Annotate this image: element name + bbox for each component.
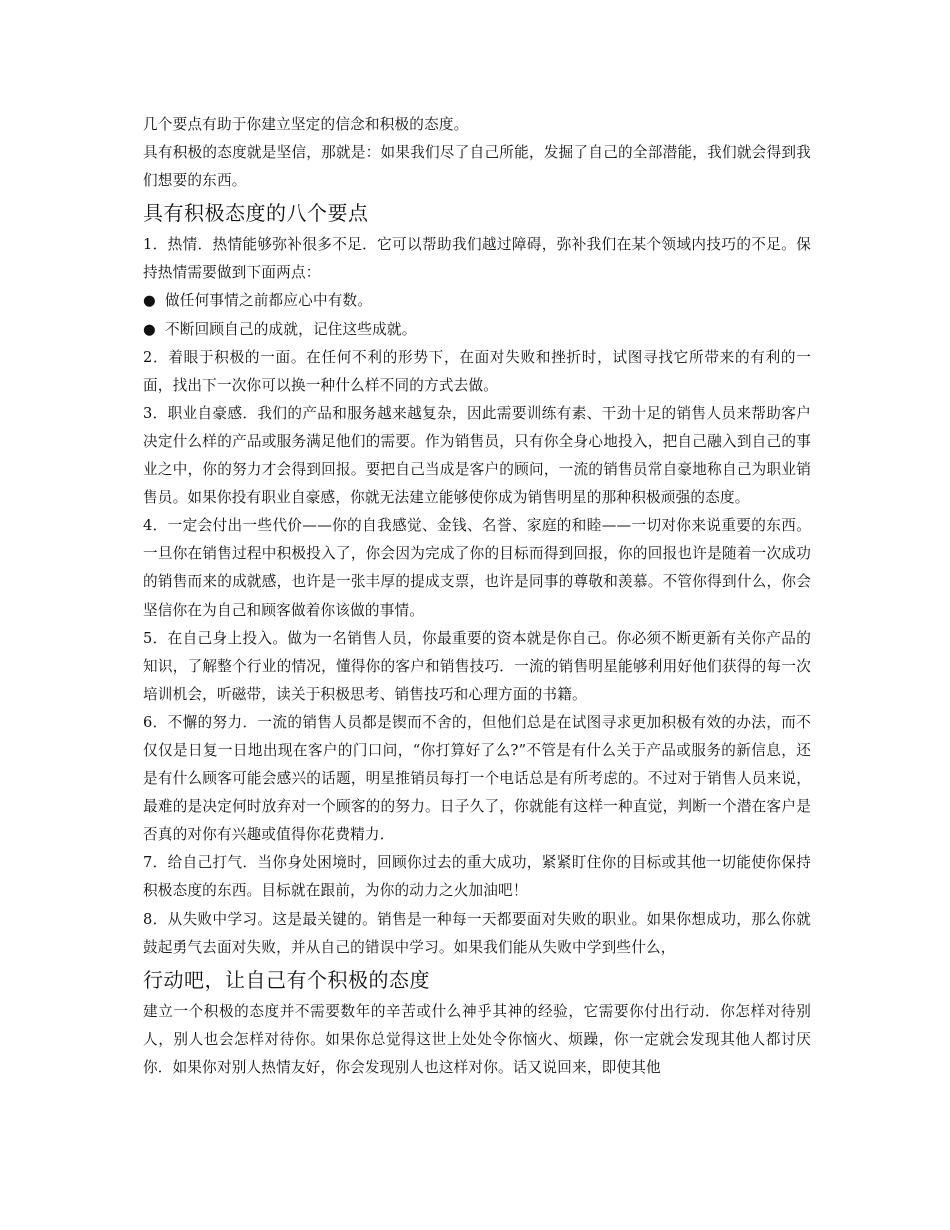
list-item-5: 5．在自己身上投入。做为一名销售人员，你最重要的资本就是你自己。你必须不断更新有关你产品的知识，了解整个行业的情况，懂得你的客户和销售技巧．一流的销售明星能够利用好他们获得的每一次培训机会，听磁带，读关于积极思考、销售技巧和心理方面的书籍。 <box>143 629 811 703</box>
list-item-1: 1．热情．热情能够弥补很多不足．它可以帮助我们越过障碍，弥补我们在某个领域内技巧的不足。保持热情需要做到下面两点： <box>143 236 811 282</box>
list-item-4: 4．一定会付出一些代价——你的自我感觉、金钱、名誉、家庭的和睦——一切对你来说重要的东西。一旦你在销售过程中积极投入了，你会因为完成了你的目标而得到回报，你的回报也许是随着一次成功的销售而来的成就感，也许是一张丰厚的提成支票，也许是同事的尊敬和羡慕。不管你得到什么，你会坚信你在为自己和顾客做着你该做的事情。 <box>143 517 811 619</box>
bullet-item-1 <box>143 287 811 315</box>
section-heading-take-action: 行动吧，让自己有个积极的态度 <box>143 967 430 992</box>
list-item-6: 6．不懈的努力．一流的销售人员都是锲而不舍的，但他们总是在试图寻求更加积极有效的办法，而不仅仅是日复一日地出现在客户的门口问，“你打算好了么?”不管是有什么关于产品或服务的新信息，还是有什么顾客可能会感兴的话题，明星推销员每打一个电话总是有所考虑的。不过对于销售人员来说，最难的是决定何时放弃对一个顾客的的努力。日子久了，你就能有这样一种直觉，判断一个潜在客户是否真的对你有兴趣或值得你花费精力． <box>143 713 811 844</box>
bullet-icon: ● <box>143 292 156 310</box>
bullet-icon: ● <box>143 320 156 338</box>
bullet-item-text: 做任何事情之前都应心中有数。 <box>165 292 373 310</box>
list-item-3: 3．职业自豪感．我们的产品和服务越来越复杂，因此需要训练有素、干劲十足的销售人员来帮助客户决定什么样的产品或服务满足他们的需要。作为销售员，只有你全身心地投入，把自己融入到自己的事业之中，你的努力才会得到回报。要把自己当成是客户的顾问，一流的销售员常自豪地称自己为职业销售员。如果你投有职业自豪感，你就无法建立能够使你成为销售明星的那种积极顽强的态度。 <box>143 404 811 507</box>
paragraph-belief: 具有积极的态度就是坚信，那就是：如果我们尽了自己所能，发掘了自己的全部潜能，我们就会得到我们想要的东西。 <box>143 144 811 190</box>
list-item-7: 7．给自己打气．当你身处困境时，回顾你过去的重大成功，紧紧盯住你的目标或其他一切能使你保持积极态度的东西。目标就在跟前，为你的动力之火加油吧！ <box>143 854 811 900</box>
document-page <box>143 111 811 1082</box>
paragraph-take-action: 建立一个积极的态度并不需要数年的辛苦或什么神乎其神的经验，它需要你付出行动．你怎样对待别人，别人也会怎样对待你。如果你总觉得这世上处处令你恼火、烦躁，你一定就会发现其他人都讨厌你．如果你对别人热情友好，你会发现别人也这样对你。话又说回来，即使其他 <box>143 1002 811 1076</box>
section-heading-eight-points: 具有积极态度的八个要点 <box>143 201 369 226</box>
paragraph-intro: 几个要点有助于你建立坚定的信念和积极的态度。 <box>143 116 469 133</box>
bullet-item-2 <box>143 316 811 344</box>
bullet-item-text: 不断回顾自己的成就，记住这些成就。 <box>165 320 417 338</box>
list-item-2: 2．着眼于积极的一面。在任何不利的形势下，在面对失败和挫折时，试图寻找它所带来的有利的一面，找出下一次你可以换一种什么样不同的方式去做。 <box>143 348 811 394</box>
list-item-8: 8．从失败中学习。这是最关键的。销售是一种每一天都要面对失败的职业。如果你想成功，那么你就鼓起勇气去面对失败，并从自己的错误中学习。如果我们能从失败中学到些什么， <box>143 910 811 956</box>
